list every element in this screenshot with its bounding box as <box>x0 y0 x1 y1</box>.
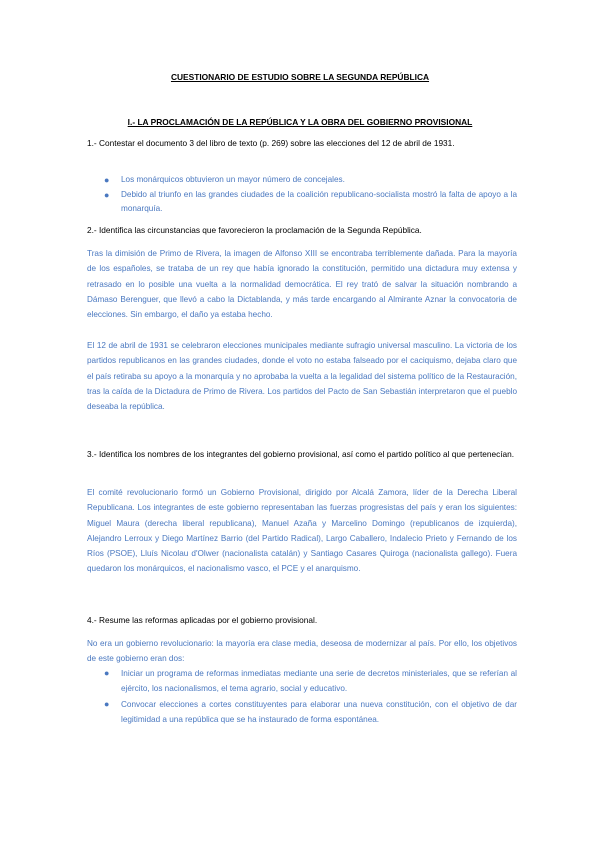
question-4: 4.- Resume las reformas aplicadas por el gobierno provisional. <box>87 615 318 625</box>
list-item: ● Debido al triunfo en las grandes ciudades de la coalición republicano-socialista mostró la falta de apoyo a la monarquía. <box>104 189 517 213</box>
list-item: ● Convocar elecciones a cortes constituyentes para elaborar una nueva constitución, con el objetivo de dar legitimidad a una república que se ha instaurado de forma espontánea. <box>104 698 517 724</box>
question-1: 1.- Contestar el documento 3 del libro de texto (p. 269) sobre las elecciones del 12 de abril de 1931. <box>87 138 455 148</box>
question-3-answer: El comité revolucionario formó un Gobierno Provisional, dirigido por Alcalá Zamora, líder de la Derecha Liberal Republicana. Los integrantes de este gobierno representaban las fuerzas progresistas del país y eran los siguientes: Miguel Maura (derecha liberal republicana), Manuel Azaña y Marcelino Domingo (republicanos de izquierda), Alejandro Lerroux y Diego Martínez Barrio (del Partido Radical), Largo Caballero, Indalecio Prieto y Fernando de los Ríos (PSOE), Lluís Nicolau d'Olwer (nacionalista catalán) y Santiago Casares Quiroga (nacionalista gallego). Fuera quedaron los monárquicos, el nacionalismo vasco, el PCE y el anarquismo. <box>87 488 517 574</box>
question-1-answer-list <box>87 173 517 217</box>
question-4-intro: No era un gobierno revolucionario: la mayoría era clase media, deseosa de modernizar al país. Por ello, los objetivos de este gobierno eran dos: <box>87 639 517 664</box>
bullet-icon: ● <box>104 175 110 185</box>
bullet-icon: ● <box>104 698 110 709</box>
bullet-icon: ● <box>104 668 110 678</box>
question-2: 2.- Identifica las circunstancias que favorecieron la proclamación de la Segunda República. <box>87 225 422 235</box>
section-heading: I.- LA PROCLAMACIÓN DE LA REPÚBLICA Y LA OBRA DEL GOBIERNO PROVISIONAL <box>127 117 473 127</box>
bullet-icon: ● <box>104 189 110 200</box>
list-item: ● Iniciar un programa de reformas inmediatas mediante una serie de decretos ministeriales, que se referían al ejército, los nacionalismos, el tema agrario, social y educativo. <box>104 668 517 694</box>
question-3: 3.- Identifica los nombres de los integrantes del gobierno provisional, así como el partido político al que pertenecían. <box>87 449 515 459</box>
list-item: ● Los monárquicos obtuvieron un mayor número de concejales. <box>87 173 517 188</box>
question-2-answer-paragraph-1: Tras la dimisión de Primo de Rivera, la imagen de Alfonso XIII se encontraba terriblemente dañada. Para la mayoría de los españoles, se trataba de un rey que había ignorado la constitución, permitido una dictadura muy extensa y retrasado en lo posible una vuelta a la normalidad democrática. El rey trató de salvar la situación nombrando a Dámaso Berenguer, que llevó a cabo la Dictablanda, y más tarde encargando al Almirante Aznar la convocatoria de elecciones. Sin embargo, el daño ya estaba hecho. <box>87 249 517 320</box>
question-2-answer-paragraph-2: El 12 de abril de 1931 se celebraron elecciones municipales mediante sufragio universal masculino. La victoria de los partidos republicanos en las grandes ciudades, donde el voto no estaba falseado por el caciquismo, dejaba claro que el país retiraba su apoyo a la monarquía y no aprobaba la vuelta a la legalidad del sistema político de la Restauración, tras la caída de la Dictadura de Primo de Rivera. Los partidos del Pacto de San Sebastián interpretaron que el pueblo deseaba la república. <box>87 341 517 412</box>
document-title: CUESTIONARIO DE ESTUDIO SOBRE LA SEGUNDA REPÚBLICA <box>170 72 430 82</box>
question-4-answer-list <box>87 666 517 727</box>
